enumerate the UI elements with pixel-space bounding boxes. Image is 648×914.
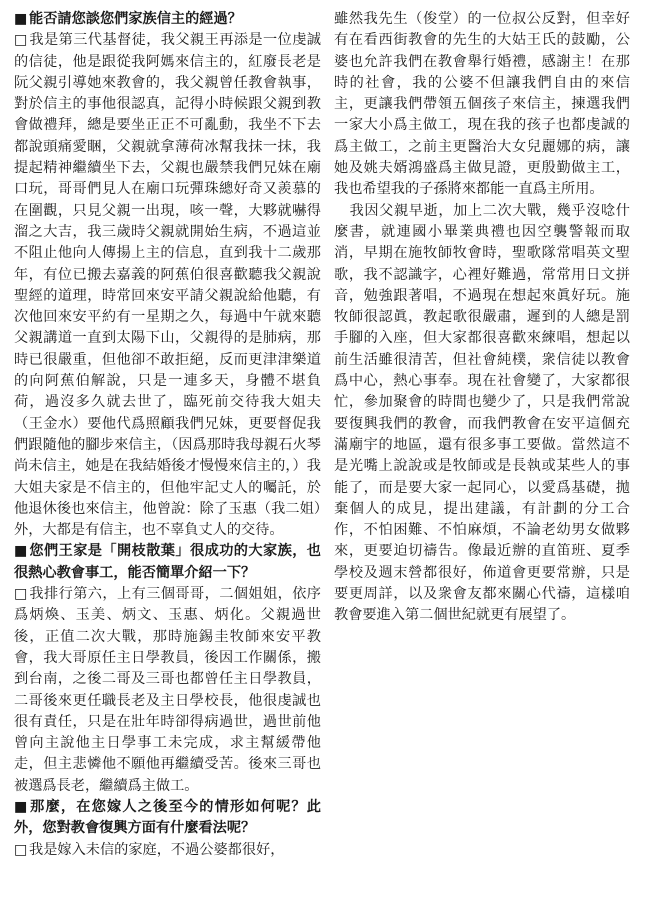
answer-paragraph [14, 584, 321, 797]
answer-paragraph [14, 840, 321, 861]
answer-paragraph [334, 201, 630, 627]
question-marker: ■ [14, 798, 28, 815]
question-paragraph [14, 9, 321, 30]
left-column [14, 9, 321, 861]
answer-paragraph [334, 9, 630, 201]
question-marker: ■ [14, 11, 28, 27]
answer-text: 雖然我先生（俊堂）的一位叔公反對，但幸好有在看西街教會的先生的大姑王氏的鼓勵，公婆也允許我們在教會舉行婚禮，感謝主！在那時的社會，我的公婆不但讓我們自由的來信主，更讓我們帶領五個孩子來信主，揀選我們一家大小爲主做工，現在我的孩子也都虔誠的爲主做工，之前主更醫治大女兒麗娜的病，讓她及姚夫婿鴻盛爲主做見證，更殷勤做主工，我也希望我的子孫將來都能一直爲主所用。 [334, 11, 630, 198]
question-paragraph [14, 797, 321, 840]
answer-text: 我是第三代基督徒，我父親王再添是一位虔誠的信徒，他是跟從我阿媽來信主的，紅廢長老是阮父親引導她來教會的，我父親曾任教會執事，對於信主的事他很認真，記得小時候跟父親到教會做禮拜，總是要坐正正不可亂動，我坐不下去都說頭痛愛睏，父親就拿薄荷冰幫我抹一抹，我提起精神繼續坐下去，父親也嚴禁我們兄妹在廟口玩，哥哥們見人在廟口玩彈珠總好奇又羨慕的在圍觀，只見父親一出現，咳一聲，大夥就嚇得溜之大吉，我三歲時父親就開始生病，不過這並不阻止他向人傳揚上主的信息，直到我十二歲那年，有位已搬去嘉義的阿蕉伯很喜歡聽我父親說聖經的道理，時常回來安平請父親說給他聽，有次他回來安平約有一星期之久，每過中午就來聽父親講道一直到太陽下山，父親得的是肺病，那時已很嚴重，但他卻不敢拒絕，反而更津津樂道的向阿蕉伯解說，只是一連多天，身體不堪負荷，過沒多久就去世了，臨死前交待我大姐夫（王金水）要他代爲照顧我們兄妹，更要督促我們跟隨他的腳步來信主，（因爲那時我母親石火琴尚未信主，她是在我結婚後才慢慢來信主的，）我大姐夫家是不信主的，但他牢記丈人的囑託，於他退休後也來信主，他曾說：除了玉惠（我二姐）外，大都是有信主，也不辜負丈人的交待。 [14, 32, 321, 539]
question-text: 能否請您談您們家族信主的經過？ [29, 11, 242, 27]
answer-marker: □ [14, 586, 28, 603]
answer-marker: □ [14, 32, 28, 49]
question-text: 您們王家是「開枝散葉」很成功的大家族，也很熱心教會事工，能否簡單介紹一下？ [14, 543, 321, 581]
answer-text: 我因父親早逝，加上二次大戰，幾乎沒唸什麼書，就連國小畢業典禮也因空襲警報而取消，早期在施牧師牧會時，聖歌隊常唱英文聖歌，我不認識字，心裡好難過，常常用日文拼音，勉強跟著唱，不過現在想起來眞好玩。施牧師很認眞，教起歌很嚴肅，遲到的人總是罰手腳的入座，但大家都很喜歡來練唱，想起以前生活雖很清苦，但社會純樸，衆信徒以教會爲中心，熱心事奉。現在社會變了，大家都很忙，參加聚會的時間也變少了，只是我們常說要復興我們的教會，而我們教會在安平這個充滿廟宇的地區，還有很多事工要做。當然這不是光嘴上說說或是牧師或是長執或某些人的事能了，而是要大家一起同心，以愛爲基礎，拋棄個人的成見，提出建議，有計劃的分工合作，不怕困難、不怕麻煩，不論老幼男女做夥來，更要迫切禱告。像最近辦的直笛班、夏季學校及週末營都很好，佈道會更要常辦，只是要更周詳，以及衆會友都來關心代禱，這樣咱教會要進入第二個世紀就更有展望了。 [334, 202, 630, 624]
answer-marker: □ [14, 841, 28, 858]
answer-paragraph [14, 30, 321, 541]
answer-text: 我排行第六，上有三個哥哥，二個姐姐，依序爲炳煥、玉美、炳文、玉惠、炳化。父親過世後，正值二次大戰，那時施錫圭牧師來安平教會，我大哥原任主日學教員，後因工作關係，搬到台南，之後二哥及三哥也都曾任主日學教員，二哥後來更任職長老及主日學校長，他很虔誠也很有責任，只是在壯年時卻得病過世，過世前他曾向主說他主日學事工未完成，求主幫緩帶他走，但主悲憐他不願他再繼續受苦。後來三哥也被選爲長老，繼續爲主做工。 [14, 586, 321, 794]
right-column [334, 9, 630, 627]
question-text: 那麼，在您嫁人之後至今的情形如何呢？此外，您對教會復興方面有什麼看法呢？ [14, 798, 321, 837]
question-marker: ■ [14, 543, 28, 560]
answer-text: 我是嫁入未信的家庭，不過公婆都很好， [29, 841, 285, 858]
question-paragraph [14, 541, 321, 584]
